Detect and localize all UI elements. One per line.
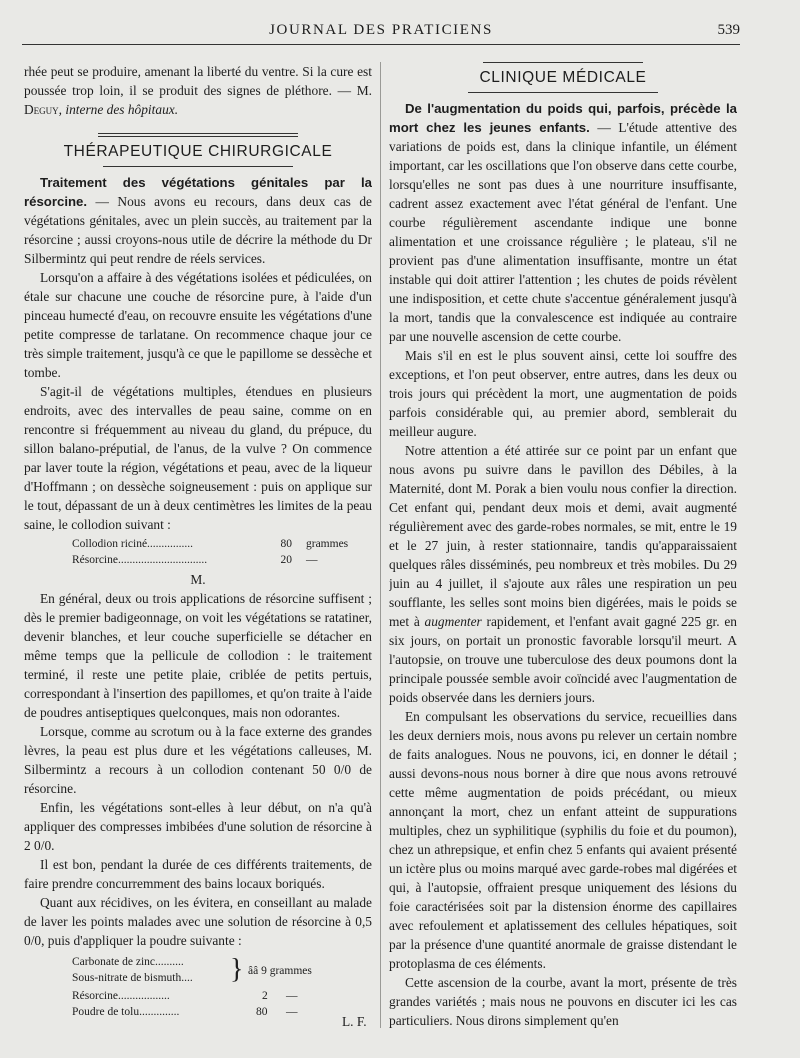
article-paragraph-4: En compulsant les observations du service, recueillies dans les deux derniers mois, nous avons pu relever un certain nombre de faits analogues. Nous ne pouvons, ici, en donner le détail ; aussi devons-nous nous borner à dire que nous avons retrouvé cette même augmentation de poids précédant, ou mieux annonçant la mort, chez un enfant atteint de suppurations multiples, chez un syphilitique (syphilis du foie et du poumon), chez un athrepsique, et enfin chez 5 enfants qui avaient présenté un ictère plus ou moins marqué avec garde-robes mal digérées et qui, à l'autopsie, offraient presque uniquement des lésions du foie caractérisées soit par la distension énorme des capillaires avec refoulement et aplatissement des cellules hépatiques, soit par la présence d'une quantité anormale de graisse distendant le protoplasma de ces éléments.	[389, 709, 737, 971]
intro-paragraph: rhée peut se produire, amenant la liberté du ventre. Si la cure est poussée trop loin, il se produit des signes de pléthore. — M. Deguy, interne des hôpitaux.	[24, 64, 372, 117]
article-paragraph-6: Enfin, les végétations sont-elles à leur début, on n'a qu'à appliquer des compresses imbibées d'une solution de résorcine à 2 0/0.	[24, 800, 372, 853]
section-title-clinique: CLINIQUE MÉDICALE	[479, 69, 647, 86]
right-column	[389, 62, 737, 1040]
prescription-line: Sous-nitrate de bismuth....	[72, 972, 193, 984]
prescription-line: Poudre de tolu..............	[72, 1006, 180, 1018]
article-paragraph-7: Il est bon, pendant la durée de ces différents traitements, de faire prendre concurremment des bains locaux boriqués.	[24, 857, 372, 891]
intro-author: Deguy	[24, 102, 59, 117]
section-title-therapeutique: THÉRAPEUTIQUE CHIRURGICALE	[63, 143, 333, 160]
article-paragraph-2: Lorsqu'on a affaire à des végétations isolées et pédiculées, on étale sur chacune une couche de résorcine pure, à l'aide d'un pinceau humecté d'eau, on recouvre ensuite les végétations d'une petite compresse de tarlatane. On recommence chaque jour ce très simple traitement, jusqu'à ce que le papillome se dessèche et tombe.	[24, 270, 372, 380]
article-paragraph-3: Notre attention a été attirée sur ce point par un enfant que nous avons pu suivre dans le pavillon des Débiles, à la Maternité, dont M. Porak a bien voulu nous confier la direction. Cet enfant qui, pendant deux mois et demi, avait augmenté régulièrement avec des garde-robes normales, se mit, entre le 19 et le 27 juin, à rester stationnaire, tandis qu'apparaissaient quelques râles disséminés, peu nombreux et très mobiles. Du 29 juin au 4 juillet, il s'ajoute aux râles une respiration un peu soufflante, les selles sont moins bien digérées, mais le poids se met à augmenter rapidement, et l'enfant avait gagné 225 gr. en six jours, on portait un pronostic favorable lorsqu'il meurt. A l'autopsie, on trouve une tuberculose des deux poumons dont la principale poussée semble avoir coïncidé avec l'augmentation de poids observée dans les derniers jours.	[389, 443, 737, 705]
prescription-line: Résorcine..................	[72, 990, 170, 1002]
emphasis-augmenter: augmenter	[424, 614, 482, 629]
prescription-collodion	[72, 536, 372, 568]
article-paragraph-5: Cette ascension de la courbe, avant la mort, présente de très grandes variétés ; mais nous ne pouvons en discuter ici les cas particuliers. Nous dirons simplement qu'en	[389, 975, 737, 1028]
prescription-unit: —	[286, 1006, 298, 1018]
article-title-poids: De l'augmentation du poids qui, parfois, précède la mort chez les jeunes enfants.	[389, 101, 737, 135]
prescription-sign: M.	[190, 572, 206, 587]
prescription-row: Résorcine............................... 20 —	[72, 554, 318, 566]
section-underline	[468, 92, 658, 93]
left-column	[24, 62, 372, 1040]
running-header	[22, 20, 740, 45]
prescription-qty: 2	[262, 990, 268, 1002]
section-top-rule	[483, 62, 643, 63]
prescription-qty: 80	[256, 1006, 268, 1018]
section-rule	[98, 133, 298, 137]
brace-glyph: }	[230, 954, 244, 985]
article-paragraph-8: Quant aux récidives, on les évitera, en conseillant au malade de laver les points malades avec une solution de résorcine à 0,5 0/0, puis d'appliquer la poudre suivante :	[24, 895, 372, 948]
page-number: 539	[717, 22, 740, 38]
prescription-unit: —	[286, 990, 298, 1002]
article-paragraph-1: De l'augmentation du poids qui, parfois, précède la mort chez les jeunes enfants. — L'étude attentive des variations de poids est, dans la clinique infantile, un élément important, car les oscillations que l'on observe dans cette courbe, lorsqu'elles ne sont pas dues à une nourriture insuffisante, cadrent assez exactement avec l'état général de l'enfant. Une courbe régulièrement ascendante indique une bonne alimentation et une croissance régulière ; le plateau, s'il ne provient pas d'une alimentation insuffisante, montre un état instable qui doit attirer l'attention ; les chutes de poids révèlent une indisposition, et cette chute s'accentue généralement jusqu'à la mort, tandis que la convalescence est indiquée au contraire par une nouvelle ascension de cette courbe.	[389, 101, 737, 344]
prescription-row: Collodion riciné................ 80 grammes	[72, 538, 349, 550]
article-signoff: L. F.	[342, 1014, 367, 1029]
intro-author-role: , interne des hôpitaux.	[58, 102, 179, 117]
section-underline	[103, 166, 293, 167]
shared-quantity: ââ 9 grammes	[248, 965, 312, 977]
article-paragraph-1: Traitement des végétations génitales par la résorcine. — Nous avons eu recours, dans deux cas de végétations génitales, avec un plein succès, au traitement par la résorcine ; aussi croyons-nous utile de décrire la méthode du Dr Silbermintz qui peut rendre de réels services.	[24, 175, 372, 266]
article-paragraph-5: Lorsque, comme au scrotum ou à la face externe des grandes lèvres, la peau est plus dure et les végétations calleuses, M. Silbermintz a recours à un collodion contenant 50 0/0 de résorcine.	[24, 724, 372, 796]
journal-title: JOURNAL DES PRATICIENS	[269, 22, 493, 38]
article-paragraph-3: S'agit-il de végétations multiples, étendues en plusieurs endroits, avec des intervalles de peau saine, comme on en rencontre si fréquemment au niveau du gland, du prépuce, du sillon balano-préputial, de l'anus, de la vulve ? On commence par laver toute la région, végétations et peau, avec de la liqueur d'Hoffmann ; on dessèche soigneusement : puis on applique sur le tout, dépassant de un à deux centimètres les limites de la peau saine, le collodion suivant :	[24, 384, 372, 532]
column-divider	[380, 62, 381, 1028]
article-title-vegetations: Traitement des végétations génitales par la résorcine.	[24, 175, 372, 209]
article-paragraph-2: Mais s'il en est le plus souvent ainsi, cette loi souffre des exceptions, et l'on peut observer, entre autres, dans les deux ou trois jours qui précèdent la mort, une augmentation de poids parfois considérable qui, au premier abord, semblerait du meilleur augure.	[389, 348, 737, 439]
prescription-line: Carbonate de zinc..........	[72, 956, 184, 968]
prescription-powder	[72, 954, 372, 1034]
article-paragraph-4: En général, deux ou trois applications de résorcine suffisent ; dès le premier badigeonnage, on voit les végétations se ratatiner, devenir blanches, et leur couche superficielle se détacher en même temps que la pellicule de collodion : le traitement terminé, il reste une petite plaie, criblée de petits pertuis, correspondant à l'insertion des papillomes, et qu'on traite à l'aide de poudres antiseptiques quelconques, mais non odorantes.	[24, 591, 372, 720]
